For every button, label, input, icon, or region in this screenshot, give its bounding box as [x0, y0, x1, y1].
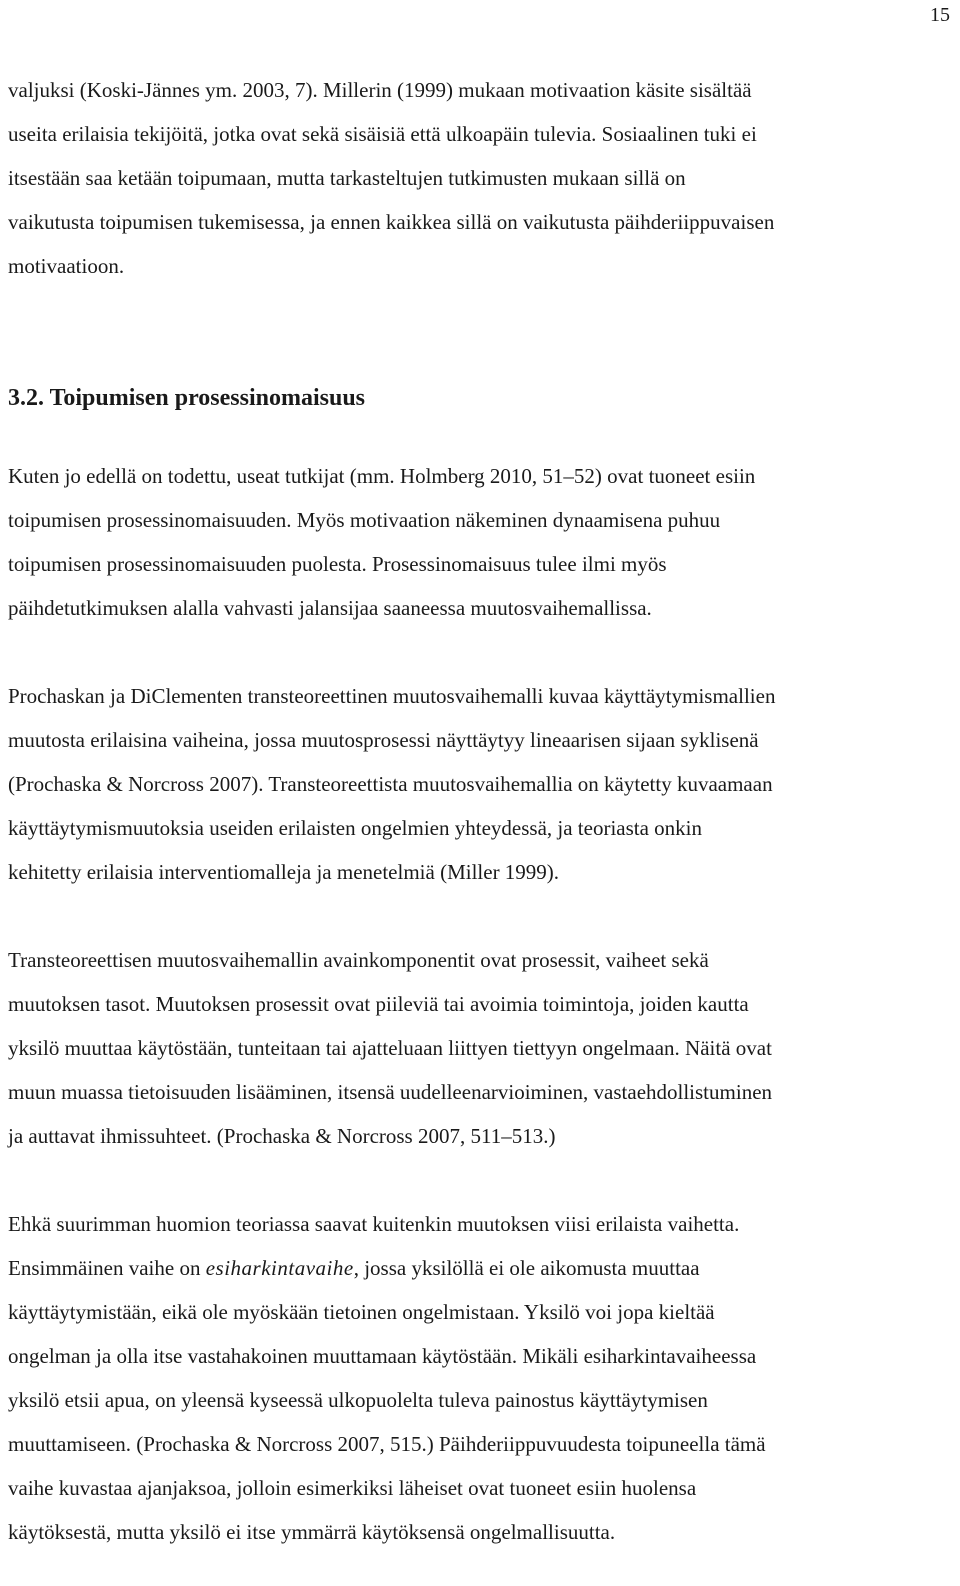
text-line: muutoksen tasot. Muutoksen prosessit ovat piileviä tai avoimia toimintoja, joiden kautta — [8, 992, 749, 1016]
page-number: 15 — [930, 4, 950, 26]
intro-paragraph — [8, 68, 952, 288]
text-line: Ehkä suurimman huomion teoriassa saavat kuitenkin muutoksen viisi erilaista vaihetta. — [8, 1212, 740, 1236]
text-line: (Prochaska & Norcross 2007). Transteoreettista muutosvaihemallia on käytetty kuvaamaan — [8, 772, 773, 796]
text-line: Kuten jo edellä on todettu, useat tutkijat (mm. Holmberg 2010, 51–52) ovat tuoneet esiin — [8, 464, 756, 488]
text-line: vaihe kuvastaa ajanjaksoa, jolloin esimerkiksi läheiset ovat tuoneet esiin huolensa — [8, 1476, 697, 1500]
text-line: muutosta erilaisina vaiheina, jossa muutosprosessi näyttäytyy lineaarisen sijaan syklisenä — [8, 728, 759, 752]
text-line: ja auttavat ihmissuhteet. (Prochaska & Norcross 2007, 511–513.) — [8, 1124, 556, 1148]
text-line: päihdetutkimuksen alalla vahvasti jalansijaa saaneessa muutosvaihemallissa. — [8, 596, 652, 620]
text-line: käytöksestä, mutta yksilö ei itse ymmärrä käytöksensä ongelmallisuutta. — [8, 1520, 616, 1544]
text-line: ongelman ja olla itse vastahakoinen muuttamaan käytöstään. Mikäli esiharkintavaiheessa — [8, 1344, 757, 1368]
paragraph-process — [8, 454, 952, 630]
text-line: itsestään saa ketään toipumaan, mutta tarkasteltujen tutkimusten mukaan sillä on — [8, 166, 686, 190]
text-line: muuttamiseen. (Prochaska & Norcross 2007, 515.) Päihderiippuvuudesta toipuneella tämä — [8, 1432, 766, 1456]
text-line: vaikutusta toipumisen tukemisessa, ja ennen kaikkea sillä on vaikutusta päihderiippuvaisen — [8, 210, 775, 234]
text-line: käyttäytymismuutoksia useiden erilaisten ongelmien yhteydessä, ja teoriasta onkin — [8, 816, 703, 840]
text-line: Transteoreettisen muutosvaihemallin avainkomponentit ovat prosessit, vaiheet sekä — [8, 948, 709, 972]
text-line: kehitetty erilaisia interventiomalleja ja menetelmiä (Miller 1999). — [8, 860, 560, 884]
text-line: yksilö etsii apua, on yleensä kyseessä ulkopuolelta tuleva painostus käyttäytymisen — [8, 1388, 708, 1412]
text-line: toipumisen prosessinomaisuuden puolesta. Prosessinomaisuus tulee ilmi myös — [8, 552, 667, 576]
text-line: valjuksi (Koski-Jännes ym. 2003, 7). Millerin (1999) mukaan motivaation käsite sisältää — [8, 78, 752, 102]
document-body — [8, 68, 952, 1554]
text-fragment: , jossa yksilöllä ei ole aikomusta muuttaa — [353, 1256, 700, 1280]
text-line — [8, 1246, 952, 1290]
text-line: muun muassa tietoisuuden lisääminen, itsensä uudelleenarvioiminen, vastaehdollistuminen — [8, 1080, 773, 1104]
paragraph-key-components — [8, 938, 952, 1158]
text-line: toipumisen prosessinomaisuuden. Myös motivaation näkeminen dynaamisena puhuu — [8, 508, 721, 532]
text-line: Prochaskan ja DiClementen transteoreettinen muutosvaihemalli kuvaa käyttäytymismallien — [8, 684, 776, 708]
text-line: useita erilaisia tekijöitä, jotka ovat sekä sisäisiä että ulkoapäin tulevia. Sosiaalinen tuki ei — [8, 122, 757, 146]
text-line: käyttäytymistään, eikä ole myöskään tietoinen ongelmistaan. Yksilö voi jopa kieltää — [8, 1300, 715, 1324]
text-line: motivaatioon. — [8, 254, 125, 278]
paragraph-stages — [8, 1202, 952, 1554]
text-fragment: Ensimmäinen vaihe on — [8, 1256, 206, 1280]
text-line: yksilö muuttaa käytöstään, tunteitaan tai ajatteluaan liittyen tiettyyn ongelmaan. Näitä ovat — [8, 1036, 772, 1060]
section-heading: 3.2. Toipumisen prosessinomaisuus — [8, 385, 366, 411]
term-precontemplation: esiharkintavaihe — [205, 1256, 354, 1280]
paragraph-transtheoretical-model — [8, 674, 952, 894]
